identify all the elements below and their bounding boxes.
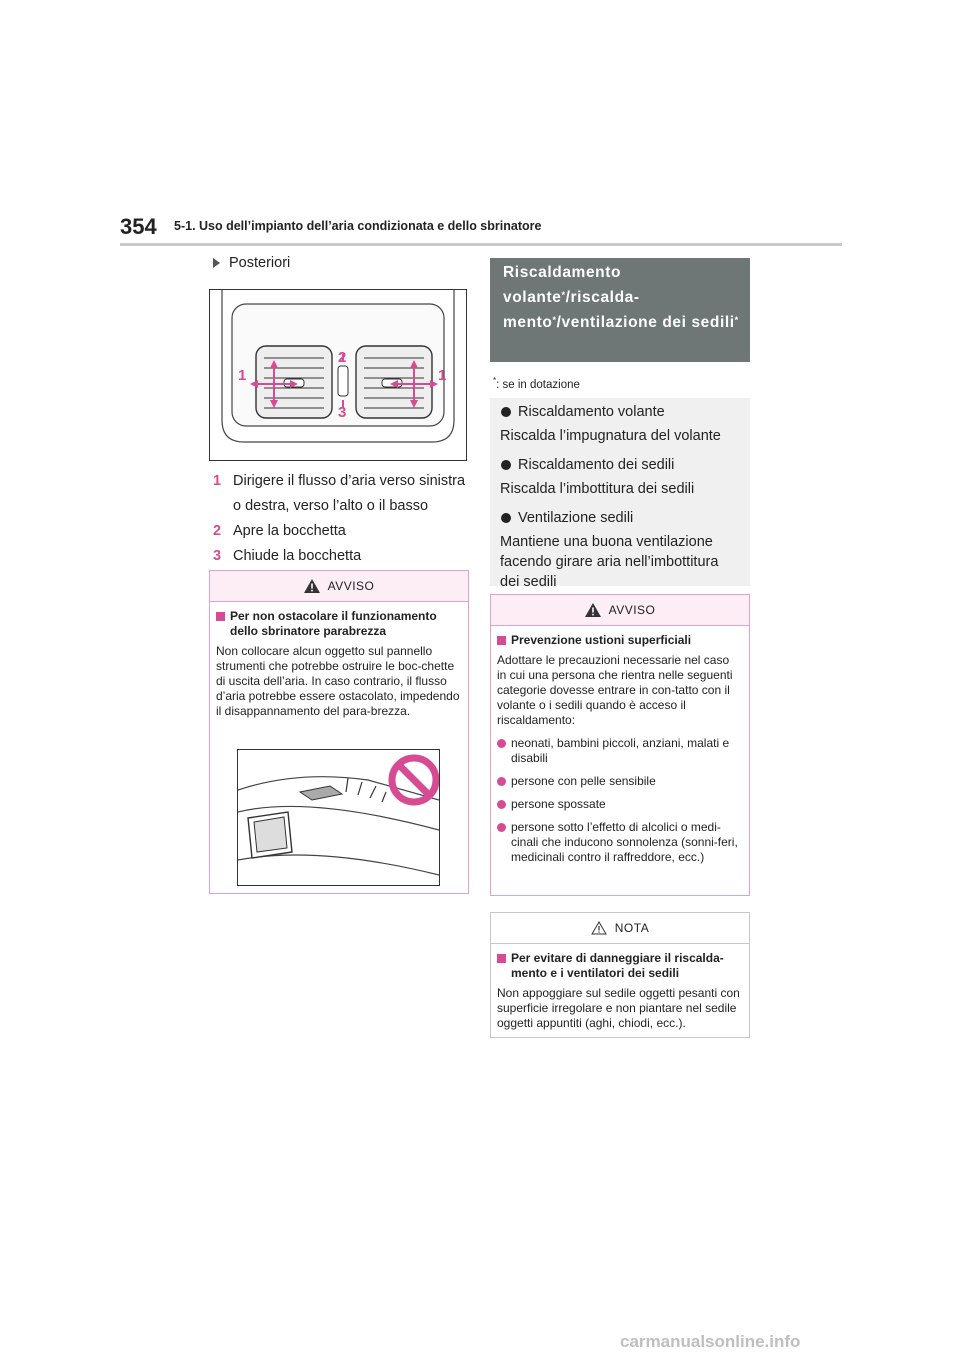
- figure-label-2: 2: [338, 349, 347, 366]
- square-bullet-icon: [497, 954, 506, 963]
- note-title: Per evitare di danneggiare il riscalda-mento e i ventilatori dei sedili: [497, 951, 741, 981]
- page-number: 354: [120, 214, 157, 239]
- step-2: 2 Apre la bocchetta: [213, 523, 346, 539]
- pink-dot-icon: [497, 739, 506, 748]
- pink-dot-icon: [497, 800, 506, 809]
- step-3: 3 Chiude la bocchetta: [213, 548, 362, 564]
- subheading-posteriori: Posteriori: [213, 255, 290, 271]
- features-panel: [490, 398, 750, 590]
- warning-triangle-icon: [585, 603, 601, 617]
- steps-list: [213, 469, 471, 569]
- warning-box-burns: [490, 594, 750, 896]
- section-heading: Riscaldamento volante*/riscalda-mento*/ventilazione dei sedili*: [490, 258, 750, 362]
- feature-desc: Mantiene una buona ventilazione facendo girare aria nell’imbottitura dei sedili: [500, 534, 719, 590]
- note-text: Non appoggiare sul sedile oggetti pesanti con superficie irregolare e non piantare nel sedile oggetti appuntiti (aghi, chiodi, ecc.).: [497, 986, 740, 1030]
- list-item: persone spossate: [497, 797, 741, 812]
- watermark: carmanualsonline.info: [620, 1332, 801, 1351]
- pink-dot-icon: [497, 777, 506, 786]
- warning-header: AVVISO: [491, 595, 749, 626]
- warning-triangle-icon: [304, 579, 320, 593]
- figure-label-1-right: 1: [438, 367, 447, 384]
- pink-dot-icon: [497, 823, 506, 832]
- square-bullet-icon: [497, 636, 506, 645]
- list-item: persone con pelle sensibile: [497, 774, 741, 789]
- round-bullet-icon: [501, 407, 511, 417]
- round-bullet-icon: [501, 513, 511, 523]
- warning-box-defroster: [209, 570, 469, 894]
- dashboard-obstruction-illustration: [237, 749, 440, 886]
- dashboard-drawing: [238, 750, 439, 885]
- warning-text: Adottare le precauzioni necessarie nel caso in cui una persona che rientra nelle seguenti categorie dovesse entrare in con-tatto con il volante o i sedili quando è acceso il riscaldamento:: [497, 653, 733, 727]
- header-rule: [120, 243, 842, 246]
- footnote: *: se in dotazione: [493, 376, 580, 391]
- square-bullet-icon: [216, 612, 225, 621]
- feature-title-seat-heater: Riscaldamento dei sedili: [500, 455, 740, 475]
- feature-desc: Riscalda l’impugnatura del volante: [500, 428, 721, 444]
- step-1: 1 Dirigere il flusso d’aria verso sinistra o destra, verso l’alto o il basso: [213, 473, 466, 514]
- chapter-title: 5-1. Uso dell’impianto dell’aria condizionata e dello sbrinatore: [174, 219, 542, 233]
- note-header: NOTA: [491, 913, 749, 944]
- list-item: neonati, bambini piccoli, anziani, malati e disabili: [497, 736, 741, 766]
- figure-label-3: 3: [338, 404, 347, 421]
- feature-desc: Riscalda l’imbottitura dei sedili: [500, 481, 695, 497]
- list-item: persone sotto l’effetto di alcolici o medi-cinali che inducono sonnolenza (sonni-feri, medicinali contro il raffreddore, ecc.): [497, 820, 741, 865]
- figure-label-1-left: 1: [238, 367, 247, 384]
- warning-title: Prevenzione ustioni superficiali: [497, 633, 741, 648]
- rear-vents-illustration: [209, 289, 467, 461]
- warning-title: Per non ostacolare il funzionamento dello sbrinatore parabrezza: [216, 609, 460, 639]
- note-box: [490, 912, 750, 1038]
- warning-text: Non collocare alcun oggetto sul pannello strumenti che potrebbe ostruire le boc-chette di uscita dell’aria. In caso contrario, il flusso d’aria potrebbe essere ostacolato, impedendo il disappannamento del para-brezza.: [216, 644, 460, 718]
- feature-title-seat-ventilation: Ventilazione sedili: [500, 508, 740, 528]
- footnote-star: *: [561, 290, 566, 300]
- caution-outline-icon: [591, 921, 607, 935]
- round-bullet-icon: [501, 460, 511, 470]
- triangle-bullet-icon: [213, 258, 220, 268]
- warning-header: AVVISO: [210, 571, 468, 602]
- rear-vents-drawing: [210, 290, 466, 460]
- feature-title-steering-heater: Riscaldamento volante: [500, 402, 740, 422]
